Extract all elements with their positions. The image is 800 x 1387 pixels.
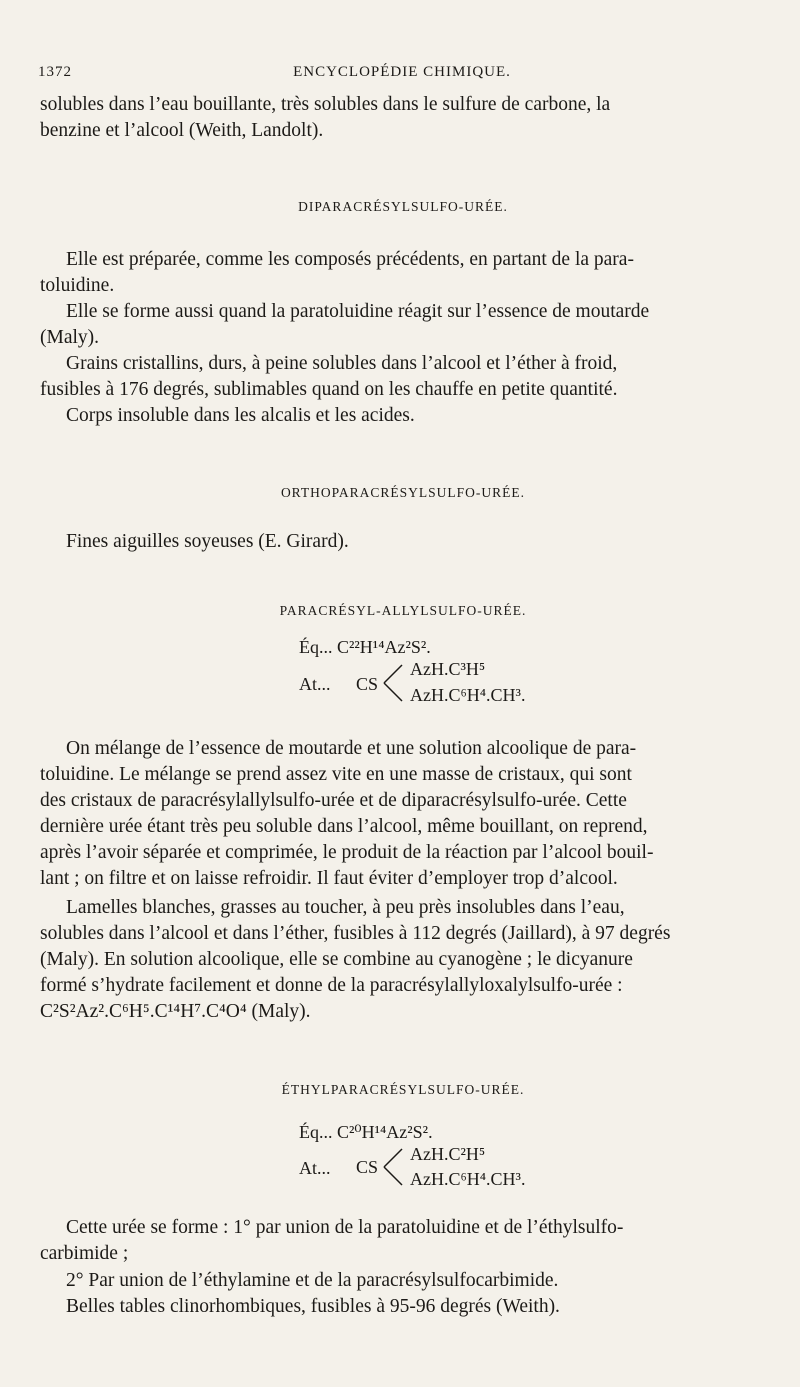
paragraph: Grains cristallins, durs, à peine solubles dans l’alcool et l’éther à froid, fusibles à 176 degrés, sublimables quand on les chauffe en petite quantité. — [40, 353, 618, 400]
page-number: 1372 — [38, 64, 72, 80]
continued-paragraph: solubles dans l’eau bouillante, très solubles dans le sulfure de carbone, la benzine et l’alcool (Weith, Landolt). — [40, 94, 611, 141]
cs-group: CS — [356, 1157, 379, 1177]
section-title-ethylparacresylsulfo-uree: ÉTHYLPARACRÉSYLSULFO-URÉE. — [281, 1082, 525, 1097]
paragraph: On mélange de l’essence de moutarde et une solution alcoolique de para- toluidine. Le mélange se prend assez vite en une masse de cristaux, qui sont des cristaux de paracrésylallylsulfo-urée et de diparacrésylsulfo-urée. Cette dernière urée étant très peu soluble dans l’alcool, même bouillant, on reprend, après l’avoir séparée et comprimée, le produit de la réaction par l’alcool bouil- lant ; on filtre et on laisse refroidir. Il faut éviter d’employer trop d’alcool. — [40, 738, 654, 889]
atomic-label: At... — [299, 674, 331, 694]
page-header — [38, 60, 766, 84]
section-title-orthoparacresylsulfo-uree: ORTHOPARACRÉSYLSULFO-URÉE. — [280, 485, 526, 500]
running-title: ENCYCLOPÉDIE CHIMIQUE. — [293, 64, 511, 80]
equivalent-formula: Éq... C²⁰H¹⁴Az²S². — [299, 1122, 433, 1142]
cs-group: CS — [356, 674, 379, 694]
formula-branch-top: AzH.C³H⁵ — [410, 659, 486, 679]
paragraph: Corps insoluble dans les alcalis et les acides. — [66, 405, 415, 426]
section-title-diparacresylsulfo-uree: DIPARACRÉSYLSULFO-URÉE. — [298, 199, 508, 214]
formula-branch-top: AzH.C²H⁵ — [410, 1144, 486, 1164]
paragraph: Lamelles blanches, grasses au toucher, à peu près insolubles dans l’eau, solubles dans l’alcool et dans l’éther, fusibles à 112 degrés (Jaillard), à 97 degrés (Maly). En solution alcoolique, elle se combine au cyanogène ; le dicyanure formé s’hydrate facilement et donne de la paracrésylallyloxalylsulfo-urée : C²S²Az².C⁶H⁵.C¹⁴H⁷.C⁴O⁴ (Maly). — [40, 897, 671, 1022]
atomic-label: At... — [299, 1158, 331, 1178]
equivalent-formula: Éq... C²²H¹⁴Az²S². — [299, 637, 431, 657]
formula-branch-bracket — [382, 1146, 406, 1188]
section-title-paracresyl-allylsulfo-uree: PARACRÉSYL-ALLYLSULFO-URÉE. — [279, 603, 527, 618]
paragraph: Belles tables clinorhombiques, fusibles à 95-96 degrés (Weith). — [66, 1296, 560, 1317]
formula-branch-bottom: AzH.C⁶H⁴.CH³. — [410, 1169, 526, 1189]
formula-branch-bracket — [382, 662, 406, 704]
paragraph: 2° Par union de l’éthylamine et de la paracrésylsulfocarbimide. — [66, 1270, 559, 1291]
paragraph: Elle est préparée, comme les composés précédents, en partant de la para- toluidine. — [40, 249, 634, 296]
paragraph: Elle se forme aussi quand la paratoluidine réagit sur l’essence de moutarde (Maly). — [40, 301, 650, 348]
paragraph: Cette urée se forme : 1° par union de la paratoluidine et de l’éthylsulfo- carbimide ; — [40, 1217, 624, 1264]
paragraph: Fines aiguilles soyeuses (E. Girard). — [66, 531, 349, 552]
formula-branch-bottom: AzH.C⁶H⁴.CH³. — [410, 685, 526, 705]
